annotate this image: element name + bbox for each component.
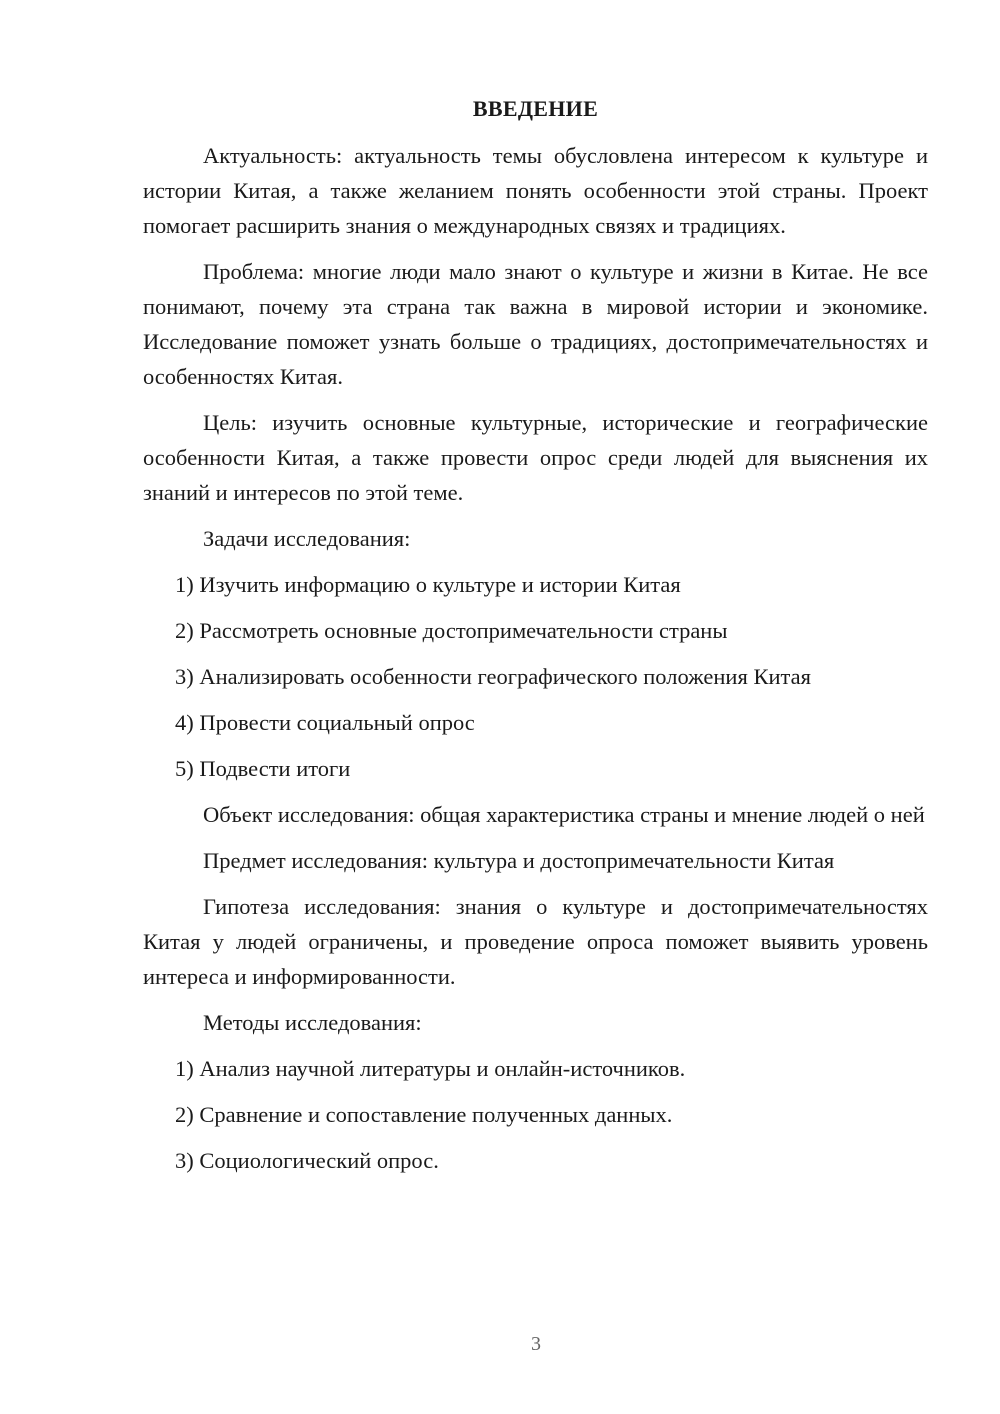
task-item: 5) Подвести итоги [175,756,351,781]
subject-paragraph: Предмет исследования: культура и достопримечательности Китая [203,848,835,873]
method-item: 3) Социологический опрос. [175,1148,439,1173]
goal-paragraph: Цель: изучить основные культурные, исторические и географические особенности Китая, а также провести опрос среди людей для выяснения их знаний и интересов по этой теме. [143,410,928,505]
document-page [143,96,928,1189]
task-item: 4) Провести социальный опрос [175,710,475,735]
methods-title: Методы исследования: [203,1010,422,1035]
methods-list [143,1051,928,1178]
task-item: 1) Изучить информацию о культуре и истории Китая [175,572,681,597]
tasks-title: Задачи исследования: [203,526,411,551]
task-item: 3) Анализировать особенности географического положения Китая [175,664,811,689]
hypothesis-paragraph: Гипотеза исследования: знания о культуре и достопримечательностях Китая у людей ограничены, и проведение опроса поможет выявить уровень интереса и информированности. [143,894,928,989]
tasks-list [143,567,928,786]
method-item: 2) Сравнение и сопоставление полученных данных. [175,1102,673,1127]
problem-paragraph: Проблема: многие люди мало знают о культуре и жизни в Китае. Не все понимают, почему эта страна так важна в мировой истории и экономике. Исследование поможет узнать больше о традициях, достопримечательностях и особенностях Китая. [143,259,928,389]
method-item: 1) Анализ научной литературы и онлайн-источников. [175,1056,686,1081]
section-heading: ВВЕДЕНИЕ [472,96,599,121]
object-paragraph: Объект исследования: общая характеристика страны и мнение людей о ней [203,802,925,827]
task-item: 2) Рассмотреть основные достопримечательности страны [175,618,728,643]
page-number: 3 [531,1333,541,1355]
relevance-paragraph: Актуальность: актуальность темы обусловлена интересом к культуре и истории Китая, а также желанием понять особенности этой страны. Проект помогает расширить знания о международных связях и традициях. [143,143,928,238]
